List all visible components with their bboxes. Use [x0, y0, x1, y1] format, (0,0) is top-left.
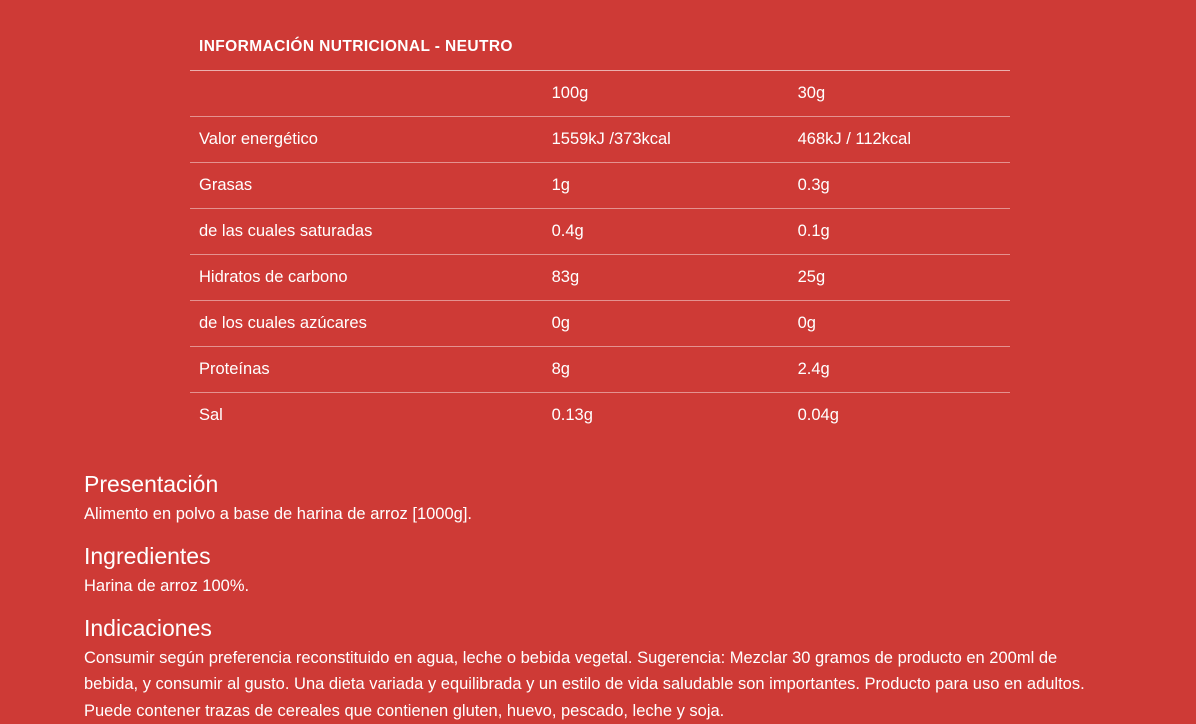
row-value-30g: 468kJ / 112kcal: [789, 117, 1010, 163]
table-row: [190, 301, 1010, 347]
table-row: [190, 163, 1010, 209]
row-value-30g: 2.4g: [789, 347, 1010, 393]
nutrition-table: [190, 70, 1010, 438]
row-value-30g: 0.1g: [789, 209, 1010, 255]
row-label: de los cuales azúcares: [190, 301, 543, 347]
table-row: [190, 255, 1010, 301]
presentacion-heading: Presentación: [84, 471, 219, 497]
row-value-30g: 25g: [789, 255, 1010, 301]
table-row: [190, 117, 1010, 163]
row-label: Sal: [190, 393, 543, 439]
table-row: [190, 209, 1010, 255]
presentacion-body: Alimento en polvo a base de harina de arroz [1000g].: [84, 504, 473, 523]
row-label: Valor energético: [190, 117, 543, 163]
indicaciones-heading: Indicaciones: [84, 615, 212, 642]
row-value-100g: 1559kJ /373kcal: [543, 117, 789, 163]
row-label: de las cuales saturadas: [190, 209, 543, 255]
column-header-30g: 30g: [789, 71, 1010, 117]
row-value-100g: 1g: [543, 163, 789, 209]
row-value-30g: 0g: [789, 301, 1010, 347]
row-label: Proteínas: [190, 347, 543, 393]
nutrition-table-title: INFORMACIÓN NUTRICIONAL - NEUTRO: [199, 38, 513, 55]
row-value-30g: 0.04g: [789, 393, 1010, 439]
nutrition-table-head: [190, 71, 1010, 117]
ingredientes-body: Harina de arroz 100%.: [84, 576, 250, 595]
row-value-100g: 83g: [543, 255, 789, 301]
row-value-100g: 0.13g: [543, 393, 789, 439]
column-header-100g: 100g: [543, 71, 789, 117]
indicaciones-body: Consumir según preferencia reconstituido en agua, leche o bebida vegetal. Sugerencia: Mezclar 30 gramos de producto en 200ml de bebida, y consumir al gusto. Una dieta variada y equilibrada y un estilo de vida saludable son importantes. Producto para uso en adultos. Puede contener trazas de cereales que contienen gluten, huevo, pescado, leche y soja.: [84, 649, 1085, 720]
row-label: Hidratos de carbono: [190, 255, 543, 301]
row-value-100g: 8g: [543, 347, 789, 393]
row-value-100g: 0.4g: [543, 209, 789, 255]
table-row: [190, 393, 1010, 439]
column-header-nutrient: [190, 71, 543, 117]
ingredientes-heading: Ingredientes: [84, 543, 211, 570]
nutrition-panel: [190, 38, 1010, 438]
nutrition-table-body: [190, 117, 1010, 439]
table-row: [190, 347, 1010, 393]
product-description: [84, 470, 1114, 724]
row-value-30g: 0.3g: [789, 163, 1010, 209]
table-header-row: [190, 71, 1010, 117]
row-label: Grasas: [190, 163, 543, 209]
row-value-100g: 0g: [543, 301, 789, 347]
